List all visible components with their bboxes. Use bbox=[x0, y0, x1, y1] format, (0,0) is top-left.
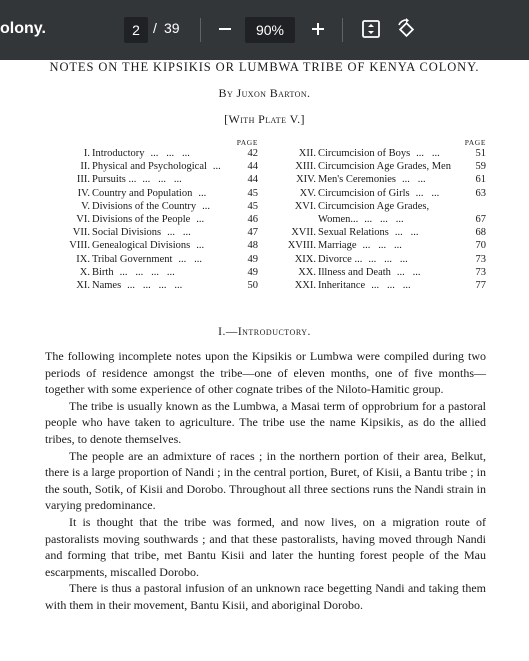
toc-page-header: PAGE bbox=[236, 138, 258, 147]
toc-entry-title-text: Divorce ... bbox=[318, 253, 363, 265]
toc-entry-number: VII. bbox=[72, 227, 90, 239]
toc-entry-number: VIII. bbox=[69, 240, 90, 252]
body-paragraph: The people are an admixture of races ; in the northern portion of their area, Belkut, there is a large proportion of Nandi ; in the central portion, Buret, of Kisii, a Bantu tribe ; in the south, Sotik, of Kisii and Dorobo. Throughout all three sections runs the Nandi strain in varying predominance. bbox=[45, 448, 486, 513]
toc-entry-title-text: Introductory bbox=[92, 148, 145, 159]
toc-entry bbox=[40, 188, 258, 201]
toc-entry-title bbox=[92, 201, 210, 212]
plus-icon bbox=[307, 18, 329, 40]
toc-entry-number: V. bbox=[81, 200, 90, 212]
plate-note: [With Plate V.] bbox=[224, 112, 305, 126]
toc-entry-number: XI. bbox=[76, 279, 90, 291]
toc-entry bbox=[40, 201, 258, 214]
toc-entry-leader: ... bbox=[212, 161, 221, 173]
toc-entry bbox=[40, 227, 258, 240]
toc-entry-title-text: Marriage bbox=[318, 240, 357, 252]
toc-entry-leader: ... ... ... ... bbox=[119, 266, 175, 278]
toc-entry-number: XV. bbox=[299, 187, 316, 199]
toc-entry-number: II. bbox=[80, 161, 90, 173]
toc-entry-title bbox=[318, 280, 411, 291]
toc-entry bbox=[280, 267, 486, 280]
fit-page-icon bbox=[360, 18, 382, 40]
running-head: NOTES ON THE KIPSIKIS OR LUMBWA TRIBE OF KENYA COLONY. bbox=[49, 60, 480, 74]
toc-right-column bbox=[280, 138, 486, 293]
zoom-in-button[interactable] bbox=[307, 18, 329, 40]
toc-entry-title bbox=[92, 188, 206, 199]
body-text bbox=[45, 348, 486, 614]
toc-entry-number: VI. bbox=[76, 213, 90, 225]
toc-entry-title bbox=[318, 148, 440, 159]
zoom-out-button[interactable] bbox=[214, 18, 236, 40]
toc-entry-title bbox=[318, 214, 404, 225]
toc-entry-page: 70 bbox=[475, 240, 486, 252]
toc-entry-page: 51 bbox=[475, 148, 486, 159]
toc-entry-leader: ... ... ... bbox=[371, 279, 411, 291]
rotate-icon bbox=[395, 18, 417, 40]
pdf-toolbar bbox=[0, 0, 529, 60]
pdf-page bbox=[0, 60, 529, 661]
toc-entry-title-text: Sexual Relations bbox=[318, 227, 389, 239]
toc-entry-page: 42 bbox=[247, 148, 258, 159]
zoom-level-input[interactable]: 90% bbox=[245, 17, 295, 43]
toc-entry-page: 44 bbox=[247, 174, 258, 186]
toc-entry-number: XIV. bbox=[296, 174, 316, 186]
toc-left-column bbox=[40, 138, 258, 293]
toc-entry-page: 49 bbox=[247, 266, 258, 278]
toc-entry-number: XII. bbox=[298, 148, 316, 159]
toc-entry bbox=[280, 148, 486, 161]
toc-entry-page: 63 bbox=[475, 187, 486, 199]
toc-entry-page: 77 bbox=[475, 279, 486, 291]
rotate-button[interactable] bbox=[395, 18, 417, 40]
toc-entry bbox=[280, 254, 486, 267]
toc-entry-number: XVIII. bbox=[287, 240, 316, 252]
toc-entry-page: 50 bbox=[247, 279, 258, 291]
body-paragraph: The following incomplete notes upon the Kipsikis or Lumbwa were compiled during two periods of residence amongst the tribe—one of eleven months, one of five months—together with some experience of other cognate tribes of the Niloto-Hamitic group. bbox=[45, 349, 486, 397]
toc-entry-number: XVI. bbox=[294, 200, 316, 212]
toc-entry-page: 67 bbox=[475, 213, 486, 225]
toc-entry-title bbox=[318, 188, 439, 199]
toc-entry-leader: ... ... ... bbox=[368, 253, 408, 265]
toc-entry-page: 47 bbox=[247, 227, 258, 239]
section-heading: I.—Introductory. bbox=[218, 326, 311, 338]
toc-entry-leader: ... ... bbox=[394, 227, 419, 239]
toc-entry-leader: ... ... ... bbox=[364, 213, 404, 225]
toc-entry-title-text: Circumcision Age Grades, bbox=[318, 200, 430, 212]
toc-entry-title-text: Country and Population bbox=[92, 187, 193, 199]
minus-icon bbox=[214, 18, 236, 40]
toc-entry-page: 48 bbox=[247, 240, 258, 252]
document-title: olony. bbox=[0, 20, 46, 37]
toc-entry bbox=[40, 161, 258, 174]
toc-entry-title bbox=[92, 161, 221, 172]
toc-entry-number: III. bbox=[76, 174, 90, 186]
toc-entry-leader: ... ... bbox=[416, 148, 440, 159]
body-paragraph: There is thus a pastoral infusion of an unknown race begetting Nandi and taking them with them in their movement, Bantu Kisii, and aboriginal Dorobo. bbox=[45, 581, 486, 612]
page-separator: / bbox=[153, 20, 157, 36]
toc-entry-leader: ... bbox=[196, 213, 205, 225]
toc-entry-title-text: Circumcision Age Grades, Men bbox=[318, 161, 451, 173]
toc-entry-leader: ... ... ... bbox=[142, 174, 182, 186]
toc-entry-leader: ... ... bbox=[415, 187, 440, 199]
page-total: 39 bbox=[164, 20, 180, 36]
toc-entry bbox=[40, 214, 258, 227]
toc-entry-title bbox=[92, 148, 190, 159]
toc-entry-title-text: Physical and Psychological bbox=[92, 161, 207, 173]
toc-entry-title bbox=[92, 280, 182, 291]
toc-entry bbox=[280, 240, 486, 253]
toc-entry-number: IV. bbox=[77, 187, 90, 199]
toc-entry-number: X. bbox=[79, 266, 90, 278]
toc-entry-title bbox=[92, 214, 204, 225]
toc-entry-title bbox=[318, 267, 421, 278]
toc-entry-title-text: Pursuits ... bbox=[92, 174, 137, 186]
toc-entry-page: 45 bbox=[247, 187, 258, 199]
toc-entry-title bbox=[318, 174, 426, 185]
fit-to-page-button[interactable] bbox=[360, 18, 382, 40]
toc-entry-page: 59 bbox=[475, 161, 486, 173]
toc-entry-title bbox=[318, 240, 402, 251]
toc-entry bbox=[40, 280, 258, 293]
toc-entry-title-text: Birth bbox=[92, 266, 114, 278]
toc-entry bbox=[40, 174, 258, 187]
toc-page-header: PAGE bbox=[464, 138, 486, 147]
toc-entry bbox=[40, 240, 258, 253]
toc-entry bbox=[280, 280, 486, 293]
toc-entry-title-text: Men's Ceremonies bbox=[318, 174, 397, 186]
toc-entry-title bbox=[92, 227, 191, 238]
toc-entry-page: 49 bbox=[247, 253, 258, 265]
toc-entry-title-text: Divisions of the Country bbox=[92, 200, 197, 212]
toc-entry-number: XXI. bbox=[294, 279, 316, 291]
toc-entry-title-text: Women... bbox=[318, 213, 359, 225]
toc-entry bbox=[280, 188, 486, 201]
toc-entry-title bbox=[92, 174, 182, 185]
body-paragraph: It is thought that the tribe was formed, and now lives, on a migration route of pastoralists moving southwards ; and that these pastoralists, having moved through Nandi and forming that tribe, met Bantu Kisii and later the hunting forest people of the Mau escarpments, miscalled Dorobo. bbox=[45, 514, 486, 579]
toc-entry bbox=[280, 161, 486, 174]
toolbar-divider bbox=[200, 18, 201, 42]
toc-entry-number: IX. bbox=[76, 253, 90, 265]
toc-entry-title-text: Names bbox=[92, 279, 122, 291]
toc-entry-leader: ... bbox=[196, 240, 205, 252]
toc-entry-leader: ... ... ... ... bbox=[127, 279, 183, 291]
toc-entry-number: XX. bbox=[298, 266, 316, 278]
toc-entry-title bbox=[318, 227, 419, 238]
toc-entry-page: 73 bbox=[475, 253, 486, 265]
author-byline: By Juxon Barton. bbox=[218, 86, 311, 100]
toc-entry-page: 45 bbox=[247, 200, 258, 212]
toc-entry-leader: ... ... bbox=[178, 253, 203, 265]
toc-entry bbox=[280, 201, 486, 214]
toolbar-divider bbox=[342, 18, 343, 42]
toc-entry-title bbox=[318, 161, 457, 172]
toc-entry-leader: ... ... bbox=[396, 266, 421, 278]
toc-entry-page: 68 bbox=[475, 227, 486, 239]
toc-entry bbox=[40, 254, 258, 267]
toc-entry-number: XIII. bbox=[295, 161, 316, 173]
toc-entry-title bbox=[318, 254, 408, 265]
toc-entry-number: XIX. bbox=[294, 253, 316, 265]
toc-entry bbox=[280, 227, 486, 240]
toc-entry bbox=[40, 267, 258, 280]
toc-entry-number: I. bbox=[83, 148, 90, 159]
toc-entry-number: XVII. bbox=[291, 227, 316, 239]
toc-entry-title bbox=[92, 267, 175, 278]
toc-entry-page: 44 bbox=[247, 161, 258, 173]
toc-entry-title-text: Divisions of the People bbox=[92, 213, 191, 225]
toc-entry-title-text: Circumcision of Boys bbox=[318, 148, 411, 159]
toc-entry-leader: ... ... ... bbox=[362, 240, 402, 252]
toc-entry-title-text: Inheritance bbox=[318, 279, 366, 291]
toc-entry bbox=[280, 214, 486, 227]
toc-entry-page: 46 bbox=[247, 213, 258, 225]
body-paragraph: The tribe is usually known as the Lumbwa, a Masai term of opprobrium for a pastoral people who have taken to agriculture. The tribe use the name Kipsikis, as do the allied tribes, to denote themselves. bbox=[45, 398, 486, 446]
toc-entry-title bbox=[92, 254, 202, 265]
toc-entry bbox=[280, 174, 486, 187]
page-number-input[interactable]: 2 bbox=[124, 17, 148, 43]
toc-entry-title-text: Circumcision of Girls bbox=[318, 187, 410, 199]
toc-entry-leader: ... ... bbox=[402, 174, 426, 186]
toc-entry bbox=[40, 148, 258, 161]
toc-entry-title bbox=[92, 240, 204, 251]
toc-entry-leader: ... ... bbox=[167, 227, 191, 239]
toc-entry-title-text: Illness and Death bbox=[318, 266, 391, 278]
toc-entry-leader: ... bbox=[198, 187, 207, 199]
toc-entry-title-text: Social Divisions bbox=[92, 227, 162, 239]
toc-entry-page: 73 bbox=[475, 266, 486, 278]
toc-entry-page: 61 bbox=[475, 174, 486, 186]
toc-entry-title bbox=[318, 201, 435, 212]
toc-entry-leader: ... bbox=[202, 200, 210, 212]
toc-entry-leader: ... ... ... bbox=[150, 148, 190, 159]
toc-entry-title-text: Genealogical Divisions bbox=[92, 240, 191, 252]
toc-entry-title-text: Tribal Government bbox=[92, 253, 173, 265]
